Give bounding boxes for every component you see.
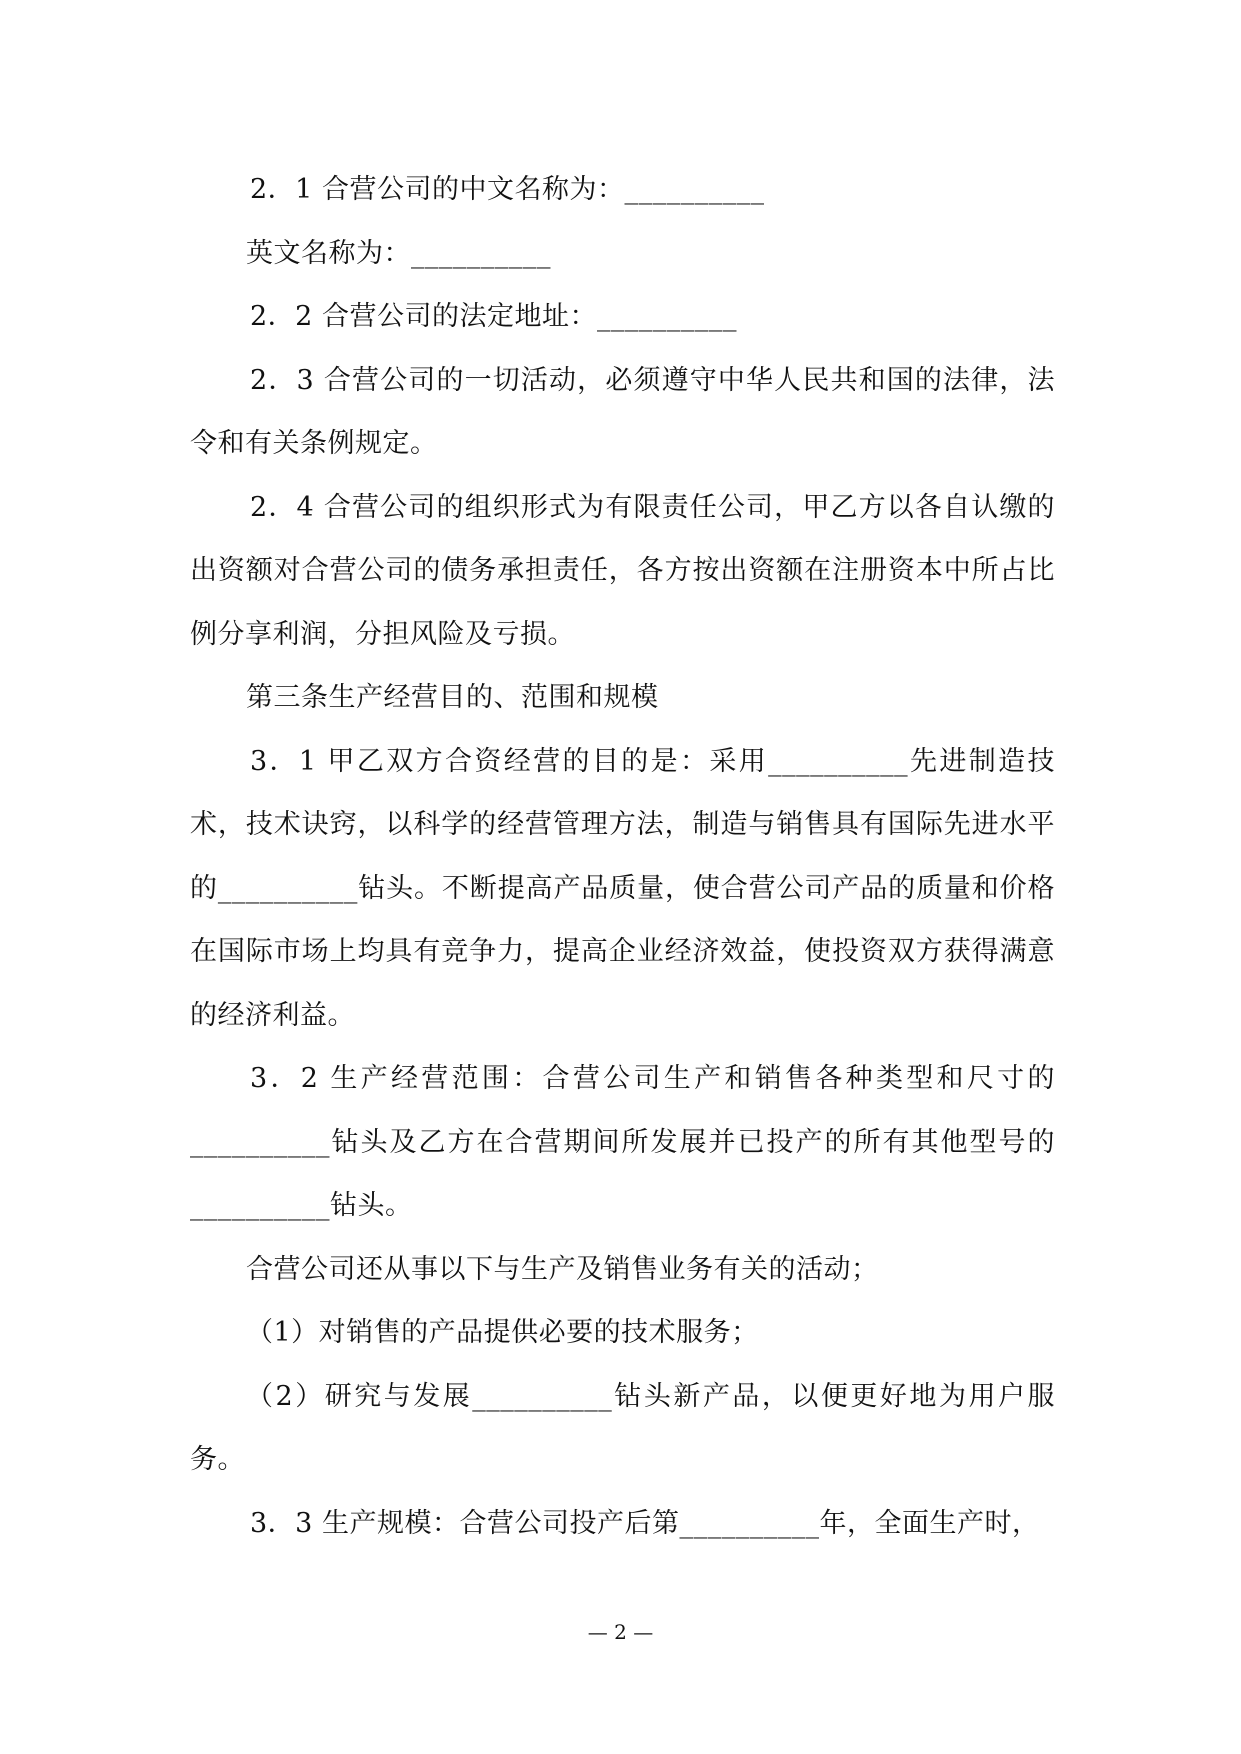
clause-3-2: 3．2 生产经营范围：合营公司生产和销售各种类型和尺寸的__________钻头及乙方在合营期间所发展并已投产的所有其他型号的__________钻头。 (190, 1063, 1055, 1221)
clause-2-4: 2．4 合营公司的组织形式为有限责任公司，甲乙方以各自认缴的出资额对合营公司的债务承担责任，各方按出资额在注册资本中所占比例分享利润，分担风险及亏损。 (190, 491, 1055, 650)
activity-item-1: （1）对销售的产品提供必要的技术服务； (246, 1317, 759, 1348)
clause-2-1: 2．1 合营公司的中文名称为：__________ (250, 174, 765, 205)
clause-3-1: 3．1 甲乙双方合资经营的目的是：采用__________先进制造技术，技术诀窍，以科学的经营管理方法，制造与销售具有国际先进水平的__________钻头。不断提高产品质量，使合营公司产品的质量和价格在国际市场上均具有竞争力，提高企业经济效益，使投资双方获得满意的经济利益。 (190, 745, 1055, 1031)
clause-3-3: 3．3 生产规模：合营公司投产后第__________年，全面生产时， (250, 1507, 1040, 1539)
related-activities-intro: 合营公司还从事以下与生产及销售业务有关的活动； (246, 1253, 879, 1285)
english-name-line: 英文名称为：__________ (246, 237, 551, 269)
page-number: — 2 — (587, 1620, 654, 1644)
article-3-heading: 第三条生产经营目的、范围和规模 (246, 682, 659, 713)
clause-2-3: 2．3 合营公司的一切活动，必须遵守中华人民共和国的法律，法令和有关条例规定。 (190, 364, 1055, 459)
activity-item-2: （2）研究与发展__________钻头新产品，以便更好地为用户服务。 (190, 1380, 1055, 1475)
document-body (190, 158, 1055, 1555)
clause-2-2: 2．2 合营公司的法定地址：__________ (250, 301, 737, 332)
